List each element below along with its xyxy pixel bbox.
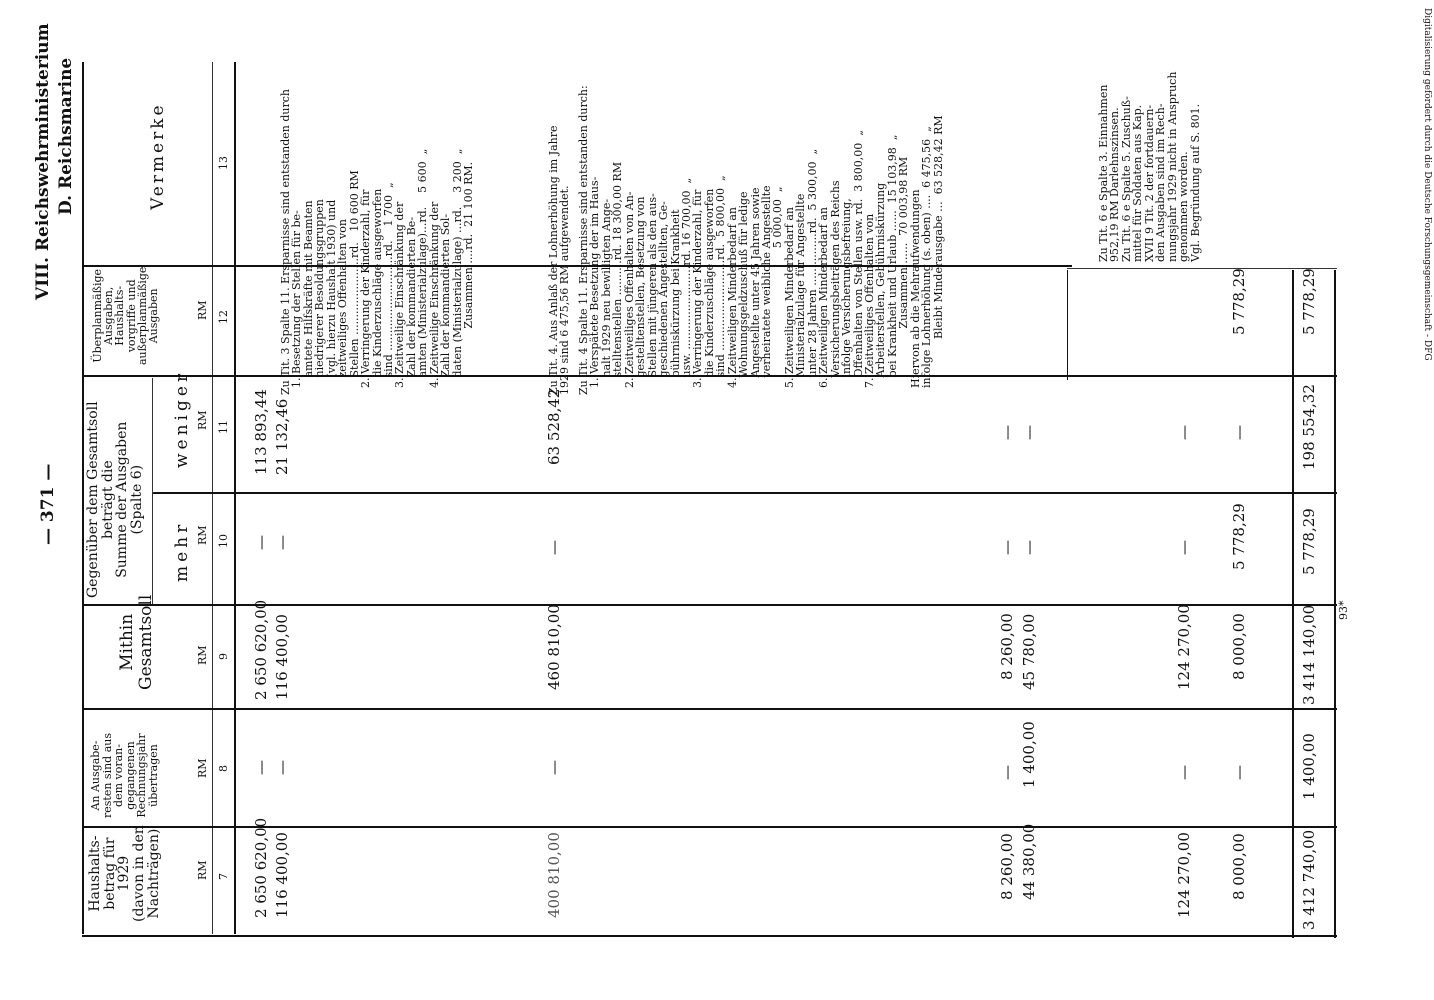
remark-tit4-wage: Zu Tit. 4. Aus Anlaß der Lohnerhöhung im Jahre 1929 sind 6 475,56 RM aufgewendet. <box>547 125 572 395</box>
table-cell: 8 260,00 <box>998 613 1016 680</box>
digitization-note: Digitalisierung gefördert durch die Deutsche Forschungsgemeinschaft - DFG <box>1422 8 1432 361</box>
header-col9: Mithin Gesamtsoll <box>117 594 156 690</box>
table-cell: 400 810,00 <box>545 832 563 918</box>
table-cell: 8 000,00 <box>1230 833 1248 900</box>
remark-tit4-savings: Zu Tit. 4 Spalte 11. Ersparnisse sind entstanden durch: 1. Verspätete Besetzung der im Haus- halt 1929 neu bewilligten Ange- stelltenstellen ..........rd. 18 300,00 RM 2. Zeitweiliges Offenhalten von An- gestelltenstellen, Besetzung von Stellen mit jüngeren als den aus- geschiedenen Angestellten, Ge- bührniskürzung bei Krankheit usw. ........................rd. 16 700,00 „ 3. Verringerung der Kinderzahl, für die Kinderzuschläge ausgeworfen sind ..........................rd. 5 800,00 „ 4. Zeitweiligen Minderbedarf an Wohnungsgeldzuschuß für ledige Angestellte unter 45 Jahren sowie verheiratete weibliche Angestellte 5 000,00 „ 5. Zeitweiligen Minderbedarf an Ministerialzulage für Angestellte unter 28 Jahren ...............rd. 5 300,00 „ 6. Zeitweiligen Minderbedarf an Versicherungsbeiträgen des Reichs infolge Versicherungsbefreiung, Offenhalten von Stellen usw. rd. 3 800,00 „ 7. Zeitweiliges Offenhalten von Arbeiterstellen, Gebührniskürzung bei Krankheit und Urlaub ...... 15 103,98 „ Zusammen ...... 70 003,98 RM Hiervon ab die Mehraufwendungen infolge Lohnerhöhung (s. oben) .... 6 475,56 „ Bleibt Minderausgabe ... 63 528,42 RM <box>577 85 945 395</box>
divider-8-9 <box>82 708 1337 710</box>
colnum-10: 10 <box>217 534 230 548</box>
table-cell: 2 650 620,00 <box>252 599 270 700</box>
table-cell: 44 380,00 <box>1020 823 1038 900</box>
table-cell: 116 400,00 <box>273 614 291 700</box>
group-header-rule <box>152 378 153 604</box>
table-top-rule <box>82 62 84 934</box>
table-cell: 460 810,00 <box>545 604 563 690</box>
colnum-8: 8 <box>217 765 230 772</box>
table-cell: — <box>545 540 563 555</box>
table-cell: — <box>1175 765 1193 780</box>
table-cell: 21 132,46 <box>273 398 291 475</box>
total-cell: 3 414 140,00 <box>1300 604 1318 705</box>
table-cell: — <box>273 535 291 550</box>
total-cell: 1 400,00 <box>1300 733 1318 800</box>
remark-tit6e: Zu Tit. 6 e Spalte 3. Einnahmen 952,19 RM Darlehnszinsen. Zu Tit. 6 e Spalte 5. Zuschuß- mittel für Soldaten aus Kap. XVII 9 Tit. 2 der fortdauern- den Ausgaben sind im Rech- nungsjahr 1929 nicht in Anspruch genommen worden. Vgl. Begründung auf S. 801. <box>1097 71 1202 262</box>
header-col12: Überplanmäßige Ausgaben, Haushalts- vorgriffe und außerplanmäßige Ausgaben <box>91 266 161 365</box>
page-number: — 371 — <box>38 463 58 545</box>
column-number-rule <box>212 62 213 934</box>
table-cell: 1 400,00 <box>1020 721 1038 788</box>
table-cell: — <box>273 760 291 775</box>
table-cell: — <box>998 765 1016 780</box>
table-cell: 124 270,00 <box>1175 604 1193 690</box>
table-cell: — <box>252 535 270 550</box>
table-cell: 8 260,00 <box>998 833 1016 900</box>
divider-9-10 <box>82 604 1337 606</box>
table-cell: — <box>545 760 563 775</box>
table-cell: — <box>998 540 1016 555</box>
header-bottom-rule <box>234 62 236 934</box>
unit-col7: RM <box>196 860 209 880</box>
table-cell: — <box>1020 540 1038 555</box>
total-cell: 3 412 740,00 <box>1300 829 1318 930</box>
colnum-12: 12 <box>217 310 230 324</box>
unit-col12: RM <box>196 300 209 320</box>
colnum-11: 11 <box>217 420 230 434</box>
header-col11: weniger <box>172 369 192 468</box>
table-cell: 113 893,44 <box>252 389 270 475</box>
table-cell: — <box>1230 425 1248 440</box>
divider-10-11 <box>152 492 1337 494</box>
header-col10-11-group: Gegenüber dem Gesamtsoll beträgt die Summe der Ausgaben (Spalte 6) <box>85 401 146 598</box>
col12-end-rule <box>1067 270 1068 380</box>
unit-col10: RM <box>196 525 209 545</box>
col7-left-border <box>82 935 1337 937</box>
total-cell: 5 778,29 <box>1300 268 1318 335</box>
table-cell: 5 778,29 <box>1230 268 1248 335</box>
table-cell: — <box>998 425 1016 440</box>
colnum-13: 13 <box>217 156 230 170</box>
table-cell: — <box>1175 425 1193 440</box>
unit-col8: RM <box>196 758 209 778</box>
table-cell: 2 650 620,00 <box>252 817 270 918</box>
total-cell: 5 778,29 <box>1300 508 1318 575</box>
table-cell: — <box>1230 765 1248 780</box>
divider-12-13-lower <box>1067 268 1337 269</box>
header-col7: Haushalts- betrag für 1929 (davon in den Nachträgen) <box>87 825 162 922</box>
remark-tit3: Zu Tit. 3 Spalte 11. Ersparnisse sind entstanden durch 1. Besetzung der Stellen für be- amtete Hilfskräfte mit Beamten niedrigerer Besoldungsgruppen (vgl. hierzu Haushalt 1930) und zeitweiliges Offenhalten von Stellen ......................rd. 10 600 RM 2. Verringerung der Kinderzahl, für die Kinderzuschläge ausgeworfen sind ...........................rd. 1 700 „ 3. Zeitweilige Einschränkung der Zahl der kommandierten Be- amten (Ministerialzulage)...rd. 5 600 „ 4. Zeitweilige Einschränkung der Zahl der kommandierten Sol- daten (Ministerialzulage) ...rd. 3 200 „ Zusammen ....rd. 21 100 RM. <box>279 88 475 395</box>
table-cell: — <box>1175 540 1193 555</box>
header-col13: Vermerke <box>148 102 168 210</box>
table-cell: 124 270,00 <box>1175 832 1193 918</box>
header-col10: mehr <box>172 520 192 582</box>
table-cell: — <box>252 760 270 775</box>
unit-col11: RM <box>196 410 209 430</box>
colnum-7: 7 <box>217 873 230 880</box>
table-cell: — <box>1020 425 1038 440</box>
header-col8: An Ausgabe- resten sind aus dem voran- gegangenen Rechnungsjahr übertragen <box>89 733 160 818</box>
table-cell: 8 000,00 <box>1230 613 1248 680</box>
table-cell: 5 778,29 <box>1230 503 1248 570</box>
unit-col9: RM <box>196 645 209 665</box>
footer-mark: 93* <box>1337 600 1350 620</box>
total-cell: 198 554,32 <box>1300 384 1318 470</box>
divider-7-8 <box>82 826 1337 828</box>
table-cell: 63 528,42 <box>545 388 563 465</box>
colnum-9: 9 <box>217 653 230 660</box>
table-cell: 45 780,00 <box>1020 613 1038 690</box>
section-title: VIII. Reichswehrministerium <box>33 23 53 300</box>
table-cell: 116 400,00 <box>273 832 291 918</box>
section-subtitle: D. Reichsmarine <box>56 57 76 215</box>
